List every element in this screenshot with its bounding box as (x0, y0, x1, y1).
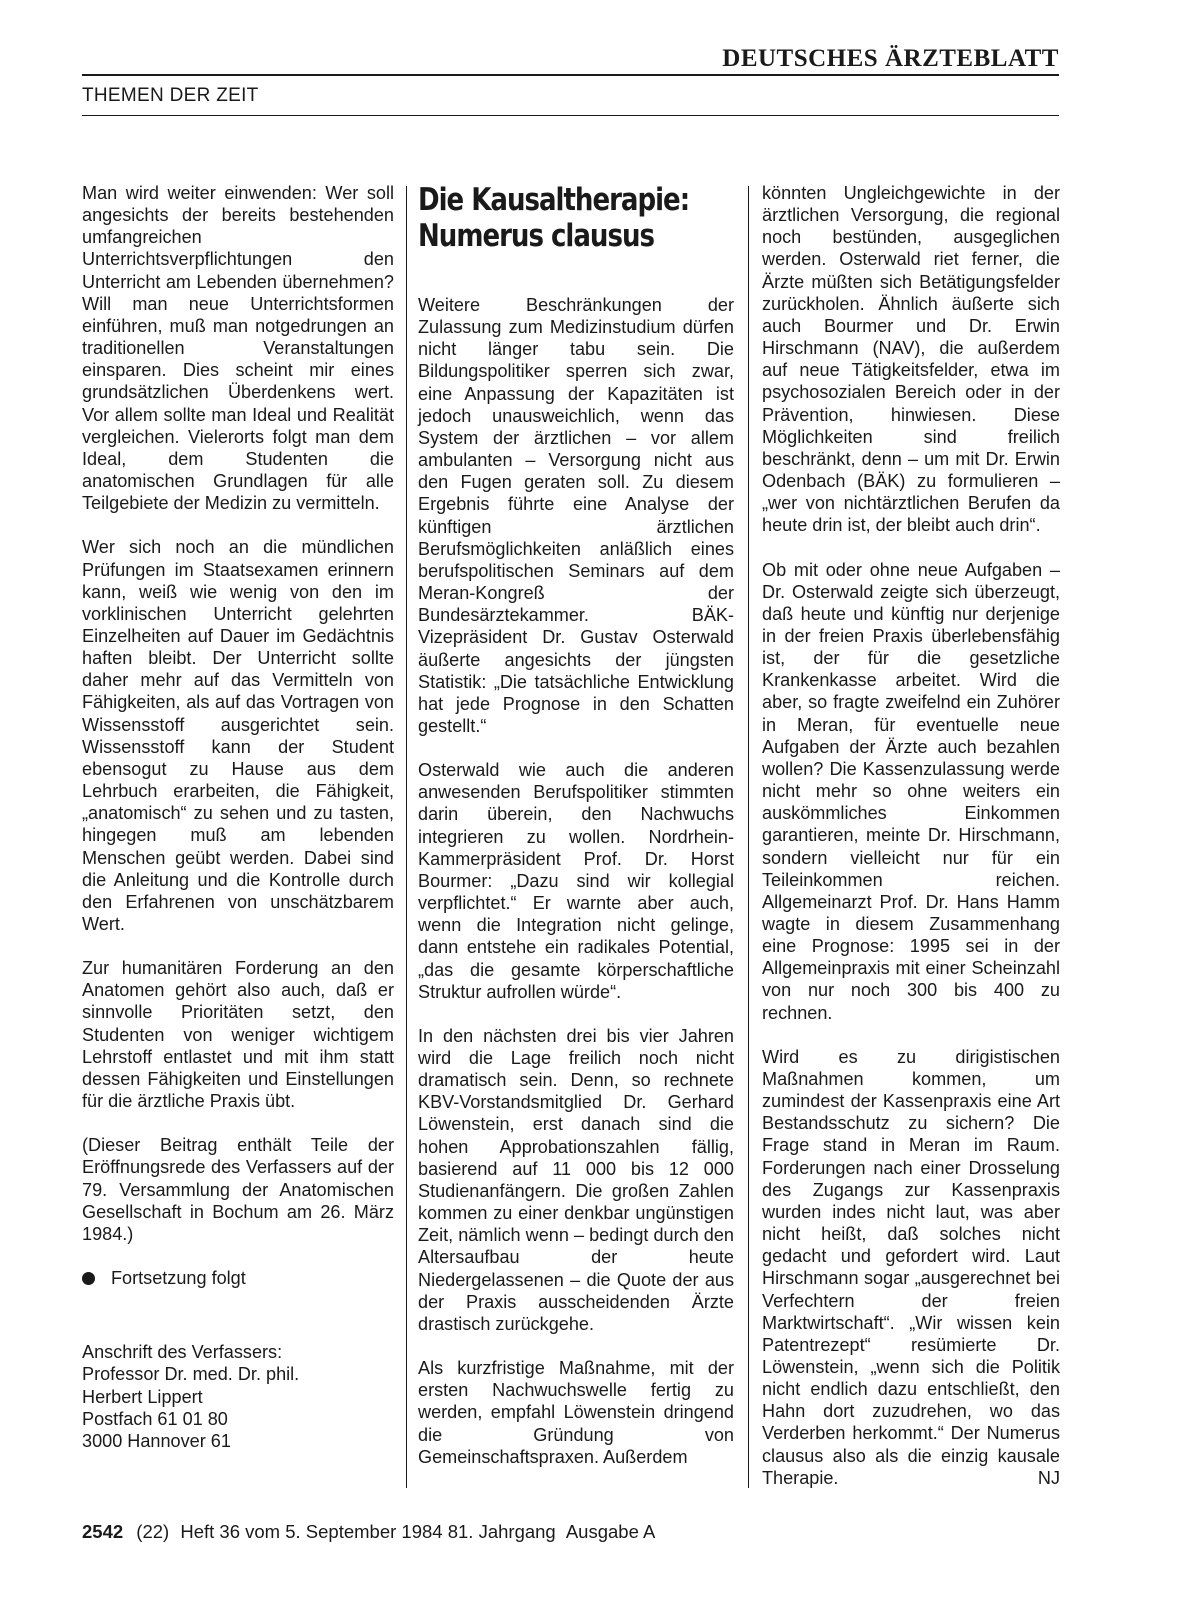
address-line: Anschrift des Verfassers: (82, 1342, 283, 1363)
paragraph (762, 1046, 1060, 1489)
issue-info: Heft 36 vom 5. September 1984 81. Jahrgang (180, 1521, 556, 1542)
column-divider (406, 186, 407, 1488)
author-signature: NJ (1037, 1467, 1060, 1488)
paragraph: (Dieser Beitrag enthält Teile der Eröffnungsrede des Verfassers auf der 79. Versammlung der Anatomischen Gesellschaft in Bochum am 26. März 1984.) (82, 1135, 394, 1244)
section-rule (82, 115, 1059, 116)
headline-line: Numerus clausus (418, 218, 654, 254)
issue-page: (22) (136, 1521, 170, 1542)
address-line: 3000 Hannover 61 (82, 1430, 231, 1451)
paragraph: könnten Ungleichgewichte in der ärztlichen Versorgung, die regional noch bestünden, ausgeglichen werden. Osterwald riet ferner, die Ärzte müßten sich Betätigungsfelder zurückholen. Ähnlich äußerte sich auch Bourmer und Dr. Erwin Hirschmann (NAV), die außerdem auf neue Tätigkeitsfelder, etwa im psychosozialen Bereich oder in der Prävention, hinwiesen. Diese Möglichkeiten sind freilich beschränkt, denn – um mit Dr. Erwin Odenbach (BÄK) zu formulieren – „wer von nichtärztlichen Berufen da heute drin ist, der bleibt auch drin“. (762, 183, 1060, 536)
bullet-icon (82, 1272, 95, 1285)
edition-label: Ausgabe A (565, 1521, 656, 1542)
headline-line: Die Kausaltherapie: (418, 182, 690, 218)
paragraph: Wer sich noch an die mündlichen Prüfungen im Staatsexamen erinnern kann, weiß wie wenig von den im vorklinischen Unterricht gelehrten Einzelheiten auf Dauer im Gedächtnis haften bleibt. Der Unterricht sollte daher mehr auf das Vermitteln von Fähigkeiten, als auf das Vortragen von Wissensstoff ausgerichtet sein. Wissensstoff kann der Student ebensogut zu Hause aus dem Lehrbuch erarbeiten, die Fähigkeit, „anatomisch“ zu sehen und zu tasten, hingegen muß am lebenden Menschen geübt werden. Dabei sind die Anleitung und die Kontrolle durch den Erfahrenen von unschätzbarem Wert. (82, 537, 394, 934)
page-number: 2542 (82, 1521, 124, 1542)
continued-label: Fortsetzung folgt (111, 1268, 246, 1289)
article-headline (418, 182, 737, 254)
column-divider (748, 186, 749, 1488)
paragraph: In den nächsten drei bis vier Jahren wird die Lage freilich noch nicht dramatisch sein. Denn, so rechnete KBV-Vorstandsmitglied Dr. Gerhard Löwenstein, erst danach sind die hohen Approbationszahlen fällig, basierend auf 11 000 bis 12 000 Studienanfängern. Die großen Zahlen kommen zu einer denkbar ungünstigen Zeit, nämlich wenn – bedingt durch den Altersaufbau der heute Niedergelassenen – die Quote der aus der Praxis ausscheidenden Ärzte drastisch zurückgehe. (418, 1025, 734, 1334)
paragraph: Man wird weiter einwenden: Wer soll angesichts der bereits bestehenden umfangreichen Unterrichtsverpflichtungen den Unterricht am Lebenden übernehmen? Will man neue Unterrichtsformen einführen, muß man notgedrungen an traditionellen Veranstaltungen einsparen. Dies scheint mir eines grundsätzlichen Überdenkens wert. Vor allem sollte man Ideal und Realität vergleichen. Vielerorts folgt man dem Ideal, dem Studenten die anatomischen Grundlagen für alle Teilgebiete der Medizin zu vermitteln. (82, 183, 394, 514)
address-line: Postfach 61 01 80 (82, 1408, 228, 1429)
paragraph: Als kurzfristige Maßnahme, mit der ersten Nachwuchswelle fertig zu werden, empfahl Löwenstein dringend die Gründung von Gemeinschaftspraxen. Außerdem (418, 1358, 734, 1467)
header-rule (82, 74, 1059, 76)
paragraph: Zur humanitären Forderung an den Anatomen gehört also auch, daß er sinnvolle Prioritäten setzt, den Studenten von weniger wichtigem Lehrstoff entlastet und mit ihm statt dessen Fähigkeiten und Einstellungen für die ärztliche Praxis übt. (82, 958, 394, 1112)
column-1 (82, 182, 394, 1452)
column-2 (418, 182, 734, 1468)
paragraph-text: Wird es zu dirigistischen Maßnahmen kommen, um zumindest der Kassenpraxis eine Art Bestandsschutz zu sichern? Die Frage stand in Meran im Raum. Forderungen nach einer Drosselung des Zugangs zur Kassenpraxis wurden indes nicht laut, was aber nicht heißt, daß solches nicht gedacht und gefordert wird. Laut Hirschmann sogar „ausgerechnet bei Verfechtern der freien Marktwirtschaft“. „Wir wissen kein Patentrezept“ resümierte Dr. Löwenstein, „wenn sich die Politik nicht endlich dazu entschließt, den Hahn dort zuzudrehen, wo das Verderben herkommt.“ Der Numerus clausus also als die einzig kausale Therapie. (762, 1046, 1060, 1488)
section-title: THEMEN DER ZEIT (82, 85, 259, 106)
column-3 (762, 182, 1060, 1489)
address-line: Professor Dr. med. Dr. phil. (82, 1364, 300, 1385)
paragraph: Ob mit oder ohne neue Aufgaben – Dr. Osterwald zeigte sich überzeugt, daß heute und künftig nur derjenige in der freien Praxis überlebensfähig ist, der für die gesetzliche Krankenkasse arbeitet. Wird die aber, so fragte zweifelnd ein Zuhörer in Meran, für eventuelle neue Aufgaben der Ärzte auch bezahlen wollen? Die Kassenzulassung werde nicht mehr so ohne weiters ein auskömmliches Einkommen garantieren, meinte Dr. Hirschmann, sondern vielleicht nur für ein Teileinkommen reichen. Allgemeinarzt Prof. Dr. Hans Hamm wagte in diesem Zusammenhang eine Prognose: 1995 sei in der Allgemeinpraxis mit einer Scheinzahl von nur noch 300 bis 400 zu rechnen. (762, 559, 1060, 1023)
page-footer (82, 1520, 661, 1544)
continued-note (82, 1267, 394, 1289)
address-line: Herbert Lippert (82, 1386, 203, 1407)
paragraph: Weitere Beschränkungen der Zulassung zum Medizinstudium dürfen nicht länger tabu sein. Die Bildungspolitiker sperren sich zwar, eine Anpassung der Kapazitäten ist jedoch unausweichlich, wenn das System der ärztlichen – vor allem ambulanten – Versorgung nicht aus den Fugen geraten soll. Zu diesem Ergebnis führte eine Analyse der künftigen ärztlichen Berufsmöglichkeiten anläßlich eines berufspolitischen Seminars auf dem Meran-Kongreß der Bundesärztekammer. BÄK-Vizepräsident Dr. Gustav Osterwald äußerte angesichts der jüngsten Statistik: „Die tatsächliche Entwicklung hat jede Prognose in den Schatten gestellt.“ (418, 295, 734, 736)
paragraph: Osterwald wie auch die anderen anwesenden Berufspolitiker stimmten darin überein, den Nachwuchs integrieren zu wollen. Nordrhein-Kammerpräsident Prof. Dr. Horst Bourmer: „Dazu sind wir kollegial verpflichtet.“ Er warnte aber auch, wenn die Integration nicht gelinge, dann entstehe ein radikales Potential, „das die gesamte körperschaftliche Struktur aufrollen würde“. (418, 760, 734, 1002)
author-address (82, 1341, 394, 1452)
masthead: DEUTSCHES ÄRZTEBLATT (722, 45, 1059, 72)
